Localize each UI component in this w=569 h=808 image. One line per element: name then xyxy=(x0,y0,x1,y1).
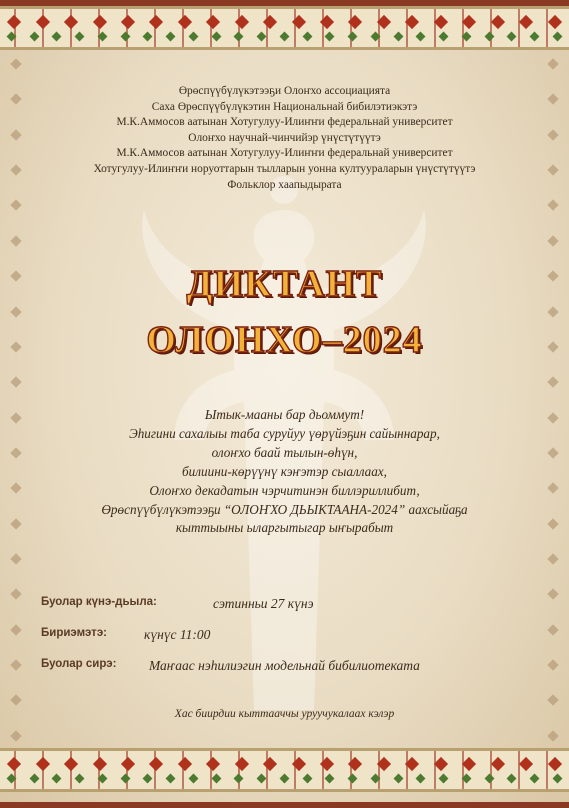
ornament-row-red xyxy=(0,759,569,769)
place-value: Маҥаас нэһилиэгин модельнай бибилиотеката xyxy=(149,658,420,673)
organizer-line: М.К.Аммосов аатынан Хотугулуу-Илиҥҥи федеральнай университет xyxy=(116,116,453,129)
title-olonkho-2024: ОЛОНХО–2024 xyxy=(146,319,423,361)
bottom-edge-strip xyxy=(0,802,569,808)
organizer-line: Өрөспүүбүлүкэтээҕи Олоҥхо ассоциацията xyxy=(178,85,391,97)
invitation-text xyxy=(20,406,549,538)
organizer-line: М.К.Аммосов аатынан Хотугулуу-Илиҥҥи федеральнай университет xyxy=(116,147,453,160)
invitation-line: олоҥхо баай тылын-өһүн, xyxy=(211,444,358,460)
footer-note: Хас биирдии кыттааччы уруучукалаах кэлэр xyxy=(174,708,395,720)
place-label: Буолар сирэ: xyxy=(41,658,117,670)
title-dictation: ДИКТАНТ xyxy=(186,263,383,305)
ornament-row-green xyxy=(0,775,569,782)
invitation-line: Эһигини сахалыы таба суруйуу үөрүйэҕин сайыннарар, xyxy=(129,425,440,441)
ornament-row-green xyxy=(0,33,569,40)
time-label: Бириэмэтэ: xyxy=(41,627,107,639)
organizers-list xyxy=(20,84,549,193)
ornament-row-red xyxy=(0,17,569,27)
invitation-line: Өрөспүүбүлүкэтээҕи “ОЛОҤХО ДЬЫКТААНА-2024” аахсыйаҕа xyxy=(101,501,468,517)
invitation-line: Ытык-мааны бар дьоммут! xyxy=(204,407,365,422)
organizer-line: Олоҥхо научнай-чинчийэр үнүстүтүүтэ xyxy=(188,131,381,144)
date-value: сэтинньи 27 күнэ xyxy=(213,596,314,611)
time-value: күнүс 11:00 xyxy=(144,627,211,642)
bottom-ornament-border xyxy=(0,748,569,792)
organizer-line: Саха Өрөспүүбүлүкэтин Национальнай бибилэтиэкэтэ xyxy=(151,100,418,113)
top-ornament-border xyxy=(0,6,569,50)
invitation-line: кыттыыны ыларгытыгар ыҥырабыт xyxy=(175,520,394,536)
organizer-line: Хотугулуу-Илиҥҥи норуоттарын тылларын уонна култуураларын үнүстүтүүтэ xyxy=(93,162,476,175)
date-label: Буолар күнэ-дьыла: xyxy=(41,596,157,608)
invitation-line: билиини-көрүүнү кэҥэтэр сыаллаах, xyxy=(182,463,387,479)
organizer-line: Фольклор хаапыдырата xyxy=(227,178,342,191)
invitation-line: Олоҥхо декадатын чэрчитинэн биллэриллибит, xyxy=(149,482,420,498)
